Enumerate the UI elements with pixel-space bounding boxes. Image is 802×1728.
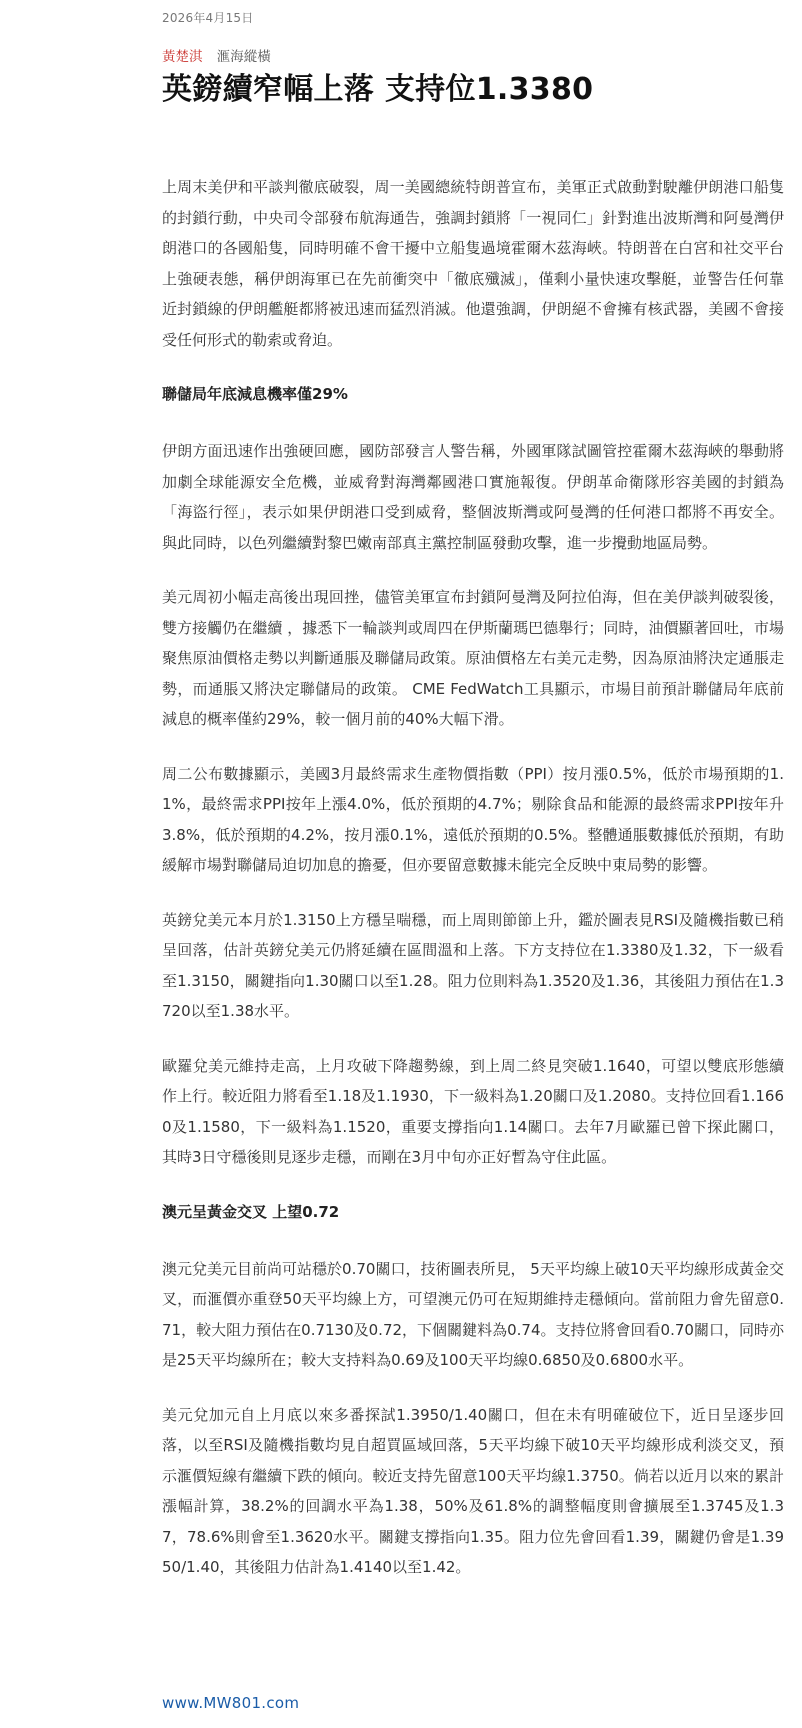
website-link[interactable]: www.MW801.com [162, 1694, 300, 1712]
byline [162, 45, 271, 65]
author-link[interactable]: 黃楚淇 [162, 49, 203, 65]
publish-date: 2026年4月15日 [162, 11, 254, 25]
section-heading: 澳元呈黃金交叉 上望0.72 [162, 1202, 340, 1221]
paragraph: 美元周初小幅走高後出現回挫，儘管美軍宣布封鎖阿曼灣及阿拉伯海，但在美伊談判破裂後，雙方接觸仍在繼續 ，據悉下一輪談判或周四在伊斯蘭瑪巴德舉行；同時，油價顯著回吐，市場聚焦原油價格走勢以判斷通脹及聯儲局政策。原油價格左右美元走勢，因為原油將決定通脹走勢，而通脹又將決定聯儲局的政策。 CME FedWatch工具顯示，市場目前預計聯儲局年底前減息的概率僅約29%，較一個月前的40%大幅下滑。 [162, 588, 784, 728]
paragraph: 美元兌加元自上月底以來多番探試1.3950/1.40關口，但在未有明確破位下，近日呈逐步回落，以至RSI及隨機指數均見自超買區域回落，5天平均線下破10天平均線形成利淡交叉，預示滙價短線有繼續下跌的傾向。較近支持先留意100天平均線1.3750。倘若以近月以來的累計漲幅計算，38.2%的回調水平為1.38，50%及61.8%的調整幅度則會擴展至1.3745及1.37，78.6%則會至1.3620水平。關鍵支撐指向1.35。阻力位先會回看1.39，關鍵仍會是1.3950/1.40，其後阻力估計為1.4140以至1.42。 [162, 1405, 784, 1576]
paragraph: 周二公布數據顯示，美國3月最終需求生產物價指數（PPI）按月漲0.5%，低於市場預期的1.1%，最終需求PPI按年上漲4.0%，低於預期的4.7%；剔除食品和能源的最終需求PPI按年升3.8%，低於預期的4.2%，按月漲0.1%，遠低於預期的0.5%。整體通脹數據低於預期，有助緩解市場對聯儲局迫切加息的擔憂，但亦要留意數據未能完全反映中東局勢的影響。 [162, 764, 784, 874]
paragraph: 澳元兌美元目前尚可站穩於0.70關口，技術圖表所見， 5天平均線上破10天平均線形成黃金交叉，而滙價亦重登50天平均線上方，可望澳元仍可在短期維持走穩傾向。當前阻力會先留意0.71，較大阻力預估在0.7130及0.72，下個關鍵料為0.74。支持位將會回看0.70關口，同時亦是25天平均線所在；較大支持料為0.69及100天平均線0.6850及0.6800水平。 [162, 1259, 784, 1369]
paragraph: 上周末美伊和平談判徹底破裂，周一美國總統特朗普宣布，美軍正式啟動對駛離伊朗港口船隻的封鎖行動，中央司令部發布航海通告，強調封鎖將「一視同仁」針對進出波斯灣和阿曼灣伊朗港口的各國船隻，同時明確不會干擾中立船隻過境霍爾木茲海峽。特朗普在白宮和社交平台上強硬表態，稱伊朗海軍已在先前衝突中「徹底殲滅」，僅剩小量快速攻擊艇，並警告任何靠近封鎖線的伊朗艦艇都將被迅速而猛烈消滅。他還強調，伊朗絕不會擁有核武器，美國不會接受任何形式的勒索或脅迫。 [162, 178, 784, 349]
paragraph: 伊朗方面迅速作出強硬回應，國防部發言人警告稱，外國軍隊試圖管控霍爾木茲海峽的舉動將加劇全球能源安全危機，並威脅對海灣鄰國港口實施報復。伊朗革命衛隊形容美國的封鎖為「海盜行徑」，表示如果伊朗港口受到威脅，整個波斯灣或阿曼灣的任何港口都將不再安全。與此同時，以色列繼續對黎巴嫩南部真主黨控制區發動攻擊，進一步攪動地區局勢。 [162, 442, 784, 552]
article-body [162, 172, 784, 1607]
column-name: 滙海縱橫 [216, 49, 271, 65]
section-heading: 聯儲局年底減息機率僅29% [162, 385, 348, 403]
paragraph: 歐羅兌美元維持走高，上月攻破下降趨勢線，到上周二終見突破1.1640，可望以雙底形態續作上行。較近阻力將看至1.18及1.1930，下一級料為1.20關口及1.2080。支持位回看1.1660及1.1580，下一級料為1.1520，重要支撐指向1.14關口。去年7月歐羅已曾下探此關口，其時3日守穩後則見逐步走穩，而剛在3月中旬亦正好暫為守住此區。 [162, 1056, 784, 1166]
article-title: 英鎊續窄幅上落 支持位1.3380 [162, 72, 594, 107]
paragraph: 英鎊兌美元本月於1.3150上方穩呈喘穩，而上周則節節上升，鑑於圖表見RSI及隨機指數已稍呈回落，估計英鎊兌美元仍將延續在區間溫和上落。下方支持位在1.3380及1.32，下一級看至1.3150，關鍵指向1.30關口以至1.28。阻力位則料為1.3520及1.36，其後阻力預估在1.3720以至1.38水平。 [162, 910, 784, 1020]
